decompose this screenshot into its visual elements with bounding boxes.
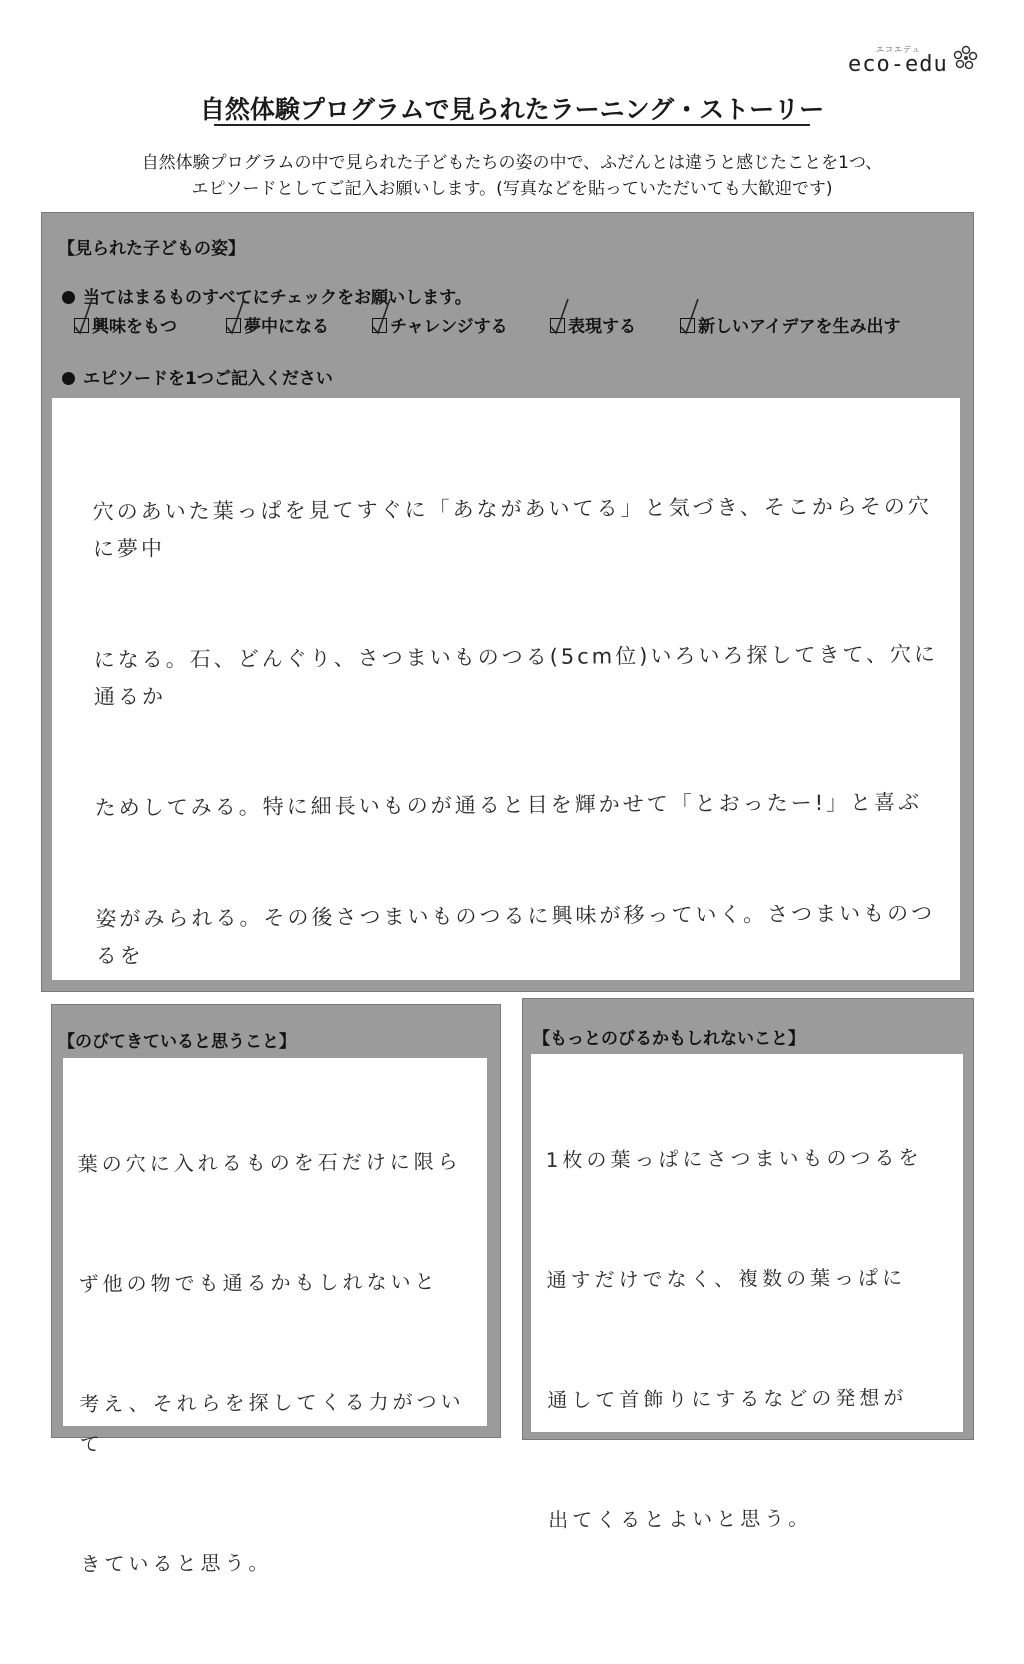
logo-kana: エコエデュ xyxy=(876,45,921,54)
handwriting-line: 穴のあいた葉っぱを見てすぐに「あながあいてる」と気づき、そこからその穴に夢中 xyxy=(92,494,932,561)
growing-writing-area[interactable] xyxy=(63,1058,487,1576)
eco-edu-flower-mark-icon xyxy=(952,44,980,72)
growing-header: 【のびてきていると思うこと】 xyxy=(58,1032,296,1052)
page-title: 自然体験プログラムで見られたラーニング・ストーリー xyxy=(199,95,825,124)
checkbox-checked-icon[interactable] xyxy=(226,318,241,333)
potential-header: 【もっとのびるかもしれないこと】 xyxy=(533,1029,805,1049)
checkbox-label: 興味をもつ xyxy=(92,317,177,337)
handwriting-line: 通して首飾りにするなどの発想が xyxy=(547,1385,908,1412)
potential-writing-area[interactable] xyxy=(531,1054,963,1532)
handwriting-line: 葉の穴に入れるものを石だけに限ら xyxy=(77,1149,462,1176)
checkbox-checked-icon[interactable] xyxy=(550,318,565,333)
checkbox-express[interactable] xyxy=(550,312,636,337)
logo-text: eco-edu xyxy=(848,52,948,77)
checkbox-new-idea[interactable] xyxy=(680,312,900,337)
handwriting-line: 出てくるとよいと思う。 xyxy=(548,1506,813,1532)
checkbox-label: チャレンジする xyxy=(390,317,508,337)
potential-handwriting xyxy=(545,1057,959,1620)
check-instruction-text: 当てはまるものすべてにチェックをお願いします。 xyxy=(83,288,472,308)
checkbox-checked-icon[interactable] xyxy=(372,318,387,333)
handwriting-line: ず他の物でも通るかもしれないと xyxy=(78,1269,439,1296)
checkbox-challenge[interactable] xyxy=(372,312,508,337)
checkbox-label: 表現する xyxy=(568,317,636,337)
handwriting-line: 1枚の葉っぱにさつまいものつるを xyxy=(545,1145,923,1172)
observed-header: 【見られた子どもの姿】 xyxy=(58,239,245,259)
intro-line-2: エピソードとしてご記入お願いします。(写真などを貼っていただいても大歓迎です) xyxy=(191,179,833,199)
checkbox-absorbed[interactable] xyxy=(226,312,329,337)
checkbox-label: 夢中になる xyxy=(244,317,329,337)
checkbox-row xyxy=(74,312,954,342)
intro-line-1: 自然体験プログラムの中で見られた子どもたちの姿の中で、ふだんとは違うと感じたことを1つ、 xyxy=(141,153,883,173)
title-underline xyxy=(214,124,810,126)
episode-writing-area[interactable] xyxy=(52,398,960,980)
intro-text xyxy=(0,150,1024,202)
growing-handwriting xyxy=(77,1061,481,1664)
bullet-icon xyxy=(62,372,75,385)
checkbox-checked-icon[interactable] xyxy=(680,318,695,333)
handwriting-line: になる。石、どんぐり、さつまいものつる(5cm位)いろいろ探してきて、穴に通るか xyxy=(93,642,939,709)
episode-prompt xyxy=(62,364,333,389)
check-instruction xyxy=(62,283,472,308)
eco-edu-logo xyxy=(848,40,980,80)
handwriting-line: ためしてみる。特に細長いものが通ると目を輝かせて「とおったー!」と喜ぶ xyxy=(94,790,923,820)
handwriting-line: 通すだけでなく、複数の葉っぱに xyxy=(546,1265,907,1292)
handwriting-line: きていると思う。 xyxy=(80,1550,273,1576)
handwriting-line: 姿がみられる。その後さつまいものつるに興味が移っていく。さつまいものつるを xyxy=(95,901,936,968)
episode-prompt-text: エピソードを1つご記入ください xyxy=(83,369,333,389)
checkbox-checked-icon[interactable] xyxy=(74,318,89,333)
checkbox-label: 新しいアイデアを生み出す xyxy=(698,317,901,337)
handwriting-line: 考え、それらを探してくる力がついて xyxy=(79,1389,465,1456)
checkbox-interest[interactable] xyxy=(74,312,177,337)
